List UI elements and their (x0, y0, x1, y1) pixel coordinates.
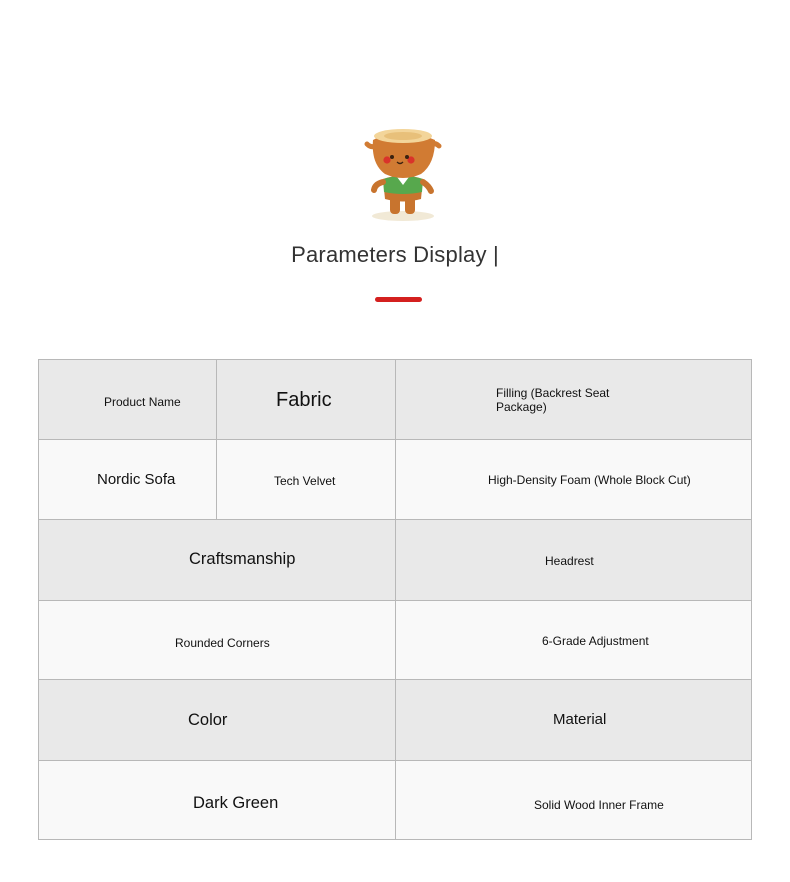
craftsmanship-label: Craftsmanship (189, 550, 296, 568)
table-cell-value (395, 600, 752, 680)
material-label: Material (553, 711, 607, 728)
color-label: Color (188, 711, 228, 729)
material-value: Solid Wood Inner Frame (534, 798, 664, 812)
product-name-label: Product Name (104, 395, 181, 409)
parameters-table (38, 359, 752, 840)
headrest-value: 6-Grade Adjustment (542, 634, 649, 648)
table-cell-value (38, 760, 396, 840)
table-cell-header (38, 519, 396, 601)
title-underline (375, 297, 422, 302)
color-value: Dark Green (193, 794, 279, 812)
filling-label-line2: Package) (496, 400, 547, 414)
table-cell-header (395, 519, 752, 601)
table-cell-value (395, 760, 752, 840)
table-cell-header (395, 359, 752, 440)
table-cell-value (38, 600, 396, 680)
table-cell-header (38, 679, 396, 761)
fabric-label: Fabric (276, 389, 332, 411)
filling-value: High-Density Foam (Whole Block Cut) (488, 473, 691, 487)
tree-stump-mascot-icon (363, 124, 443, 224)
fabric-value: Tech Velvet (274, 474, 336, 488)
table-cell-header (216, 359, 396, 440)
table-cell-value (395, 439, 752, 520)
table-cell-header (395, 679, 752, 761)
table-cell-value (216, 439, 396, 520)
craftsmanship-value: Rounded Corners (175, 636, 270, 650)
table-cell-value (38, 439, 217, 520)
product-name-value: Nordic Sofa (97, 471, 176, 488)
table-cell-header (38, 359, 217, 440)
page-title: Parameters Display | (291, 242, 499, 267)
filling-label-line1: Filling (Backrest Seat (496, 386, 610, 400)
headrest-label: Headrest (545, 554, 594, 568)
